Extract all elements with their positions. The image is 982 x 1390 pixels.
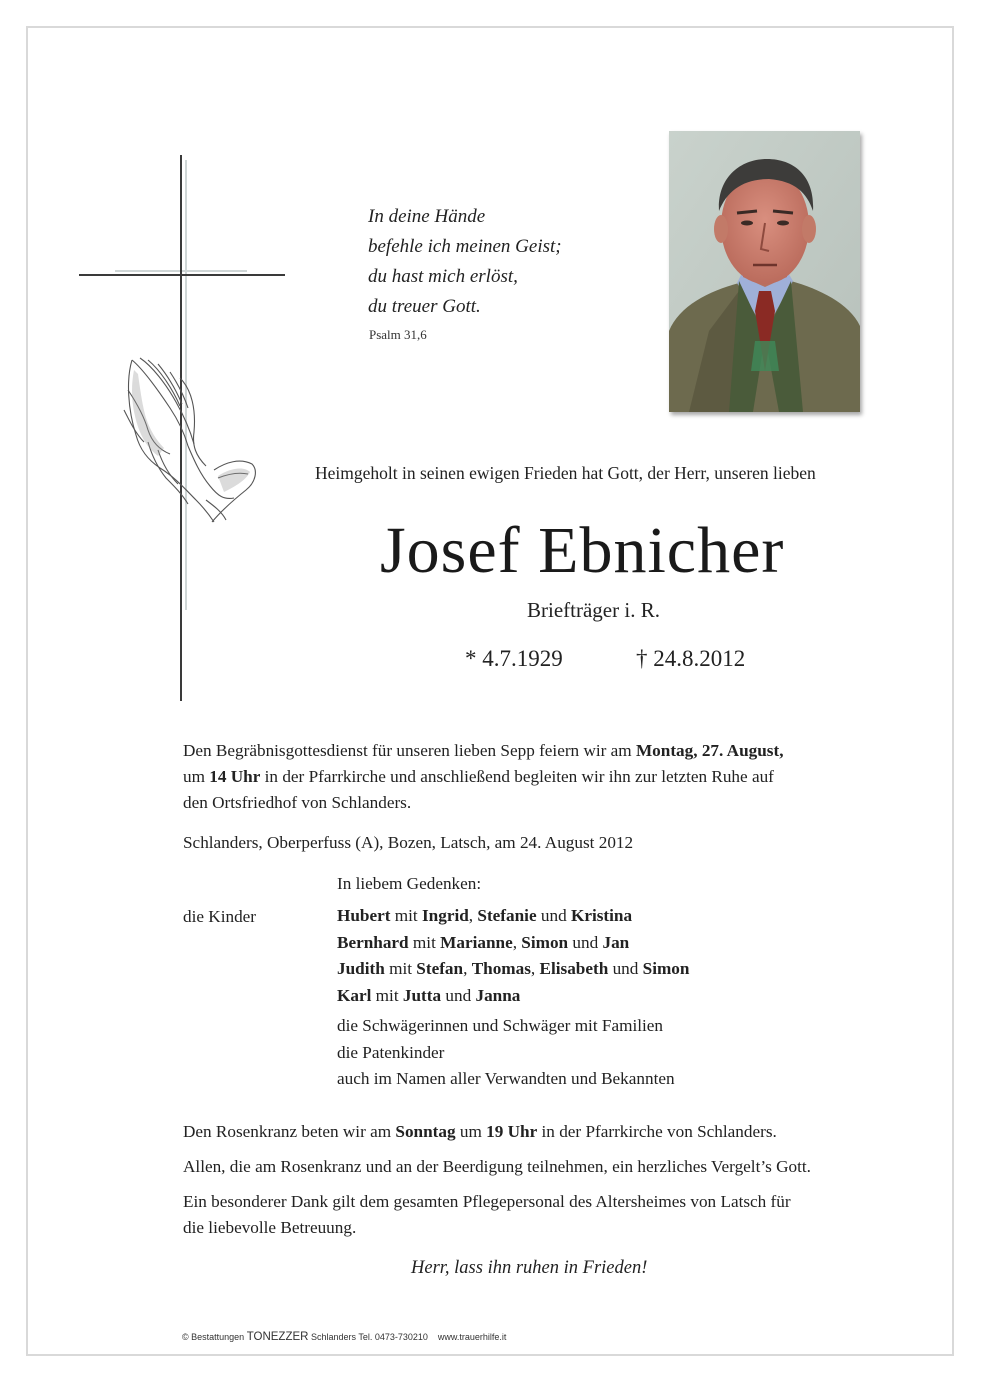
- psalm-quote: [368, 202, 562, 322]
- death-date: † 24.8.2012: [636, 646, 746, 671]
- psalm-line: du treuer Gott.: [368, 296, 481, 317]
- list-item: Hubert mit Ingrid, Stefanie und Kristina: [337, 906, 633, 925]
- list-item: Judith mit Stefan, Thomas, Elisabeth und Simon: [337, 959, 690, 978]
- list-item: die Patenkinder: [337, 1042, 445, 1062]
- rosary-notice: Den Rosenkranz beten wir am Sonntag um 19 Uhr in der Pfarrkirche von Schlanders.: [183, 1122, 777, 1141]
- children-label: die Kinder: [183, 907, 257, 926]
- deceased-name: Josef Ebnicher: [380, 514, 785, 587]
- list-item: auch im Namen aller Verwandten und Bekannten: [337, 1069, 675, 1088]
- thanks-notice: Allen, die am Rosenkranz und an der Beerdigung teilnehmen, ein herzliches Vergelt’s Gott.: [183, 1157, 811, 1176]
- psalm-line: du hast mich erlöst,: [368, 266, 518, 287]
- intro-text: Heimgeholt in seinen ewigen Frieden hat Gott, der Herr, unseren lieben: [315, 463, 816, 483]
- list-item: Karl mit Jutta und Janna: [337, 985, 521, 1005]
- place-date: Schlanders, Oberperfuss (A), Bozen, Latsch, am 24. August 2012: [183, 833, 634, 852]
- birth-date: * 4.7.1929: [465, 646, 563, 671]
- relatives-list: [337, 1013, 675, 1093]
- portrait-photo: [669, 131, 860, 412]
- list-item: die Schwägerinnen und Schwäger mit Familien: [337, 1016, 664, 1035]
- in-memory-label: In liebem Gedenken:: [337, 874, 482, 893]
- footer-credit: © Bestattungen TONEZZER Schlanders Tel. 0473-730210 www.trauerhilfe.it: [182, 1331, 507, 1343]
- list-item: Bernhard mit Marianne, Simon und Jan: [337, 932, 630, 952]
- funeral-announcement: Den Begräbnisgottesdienst für unseren lieben Sepp feiern wir am Montag, 27. August, um 14 Uhr in der Pfarrkirche und anschließend begleiten wir ihn zur letzten Ruhe auf den Ortsfriedhof von Schlanders.: [183, 741, 784, 812]
- children-list: [337, 903, 689, 1009]
- psalm-line: In deine Hände: [368, 206, 486, 227]
- closing-prayer: Herr, lass ihn ruhen in Frieden!: [411, 1258, 648, 1278]
- special-thanks: Ein besonderer Dank gilt dem gesamten Pflegepersonal des Altersheimes von Latsch für die liebevolle Betreuung.: [183, 1192, 791, 1237]
- praying-hands-icon: [118, 350, 260, 530]
- psalm-line: befehle ich meinen Geist;: [368, 236, 562, 257]
- psalm-reference: Psalm 31,6: [369, 327, 427, 342]
- occupation: Briefträger i. R.: [527, 598, 660, 622]
